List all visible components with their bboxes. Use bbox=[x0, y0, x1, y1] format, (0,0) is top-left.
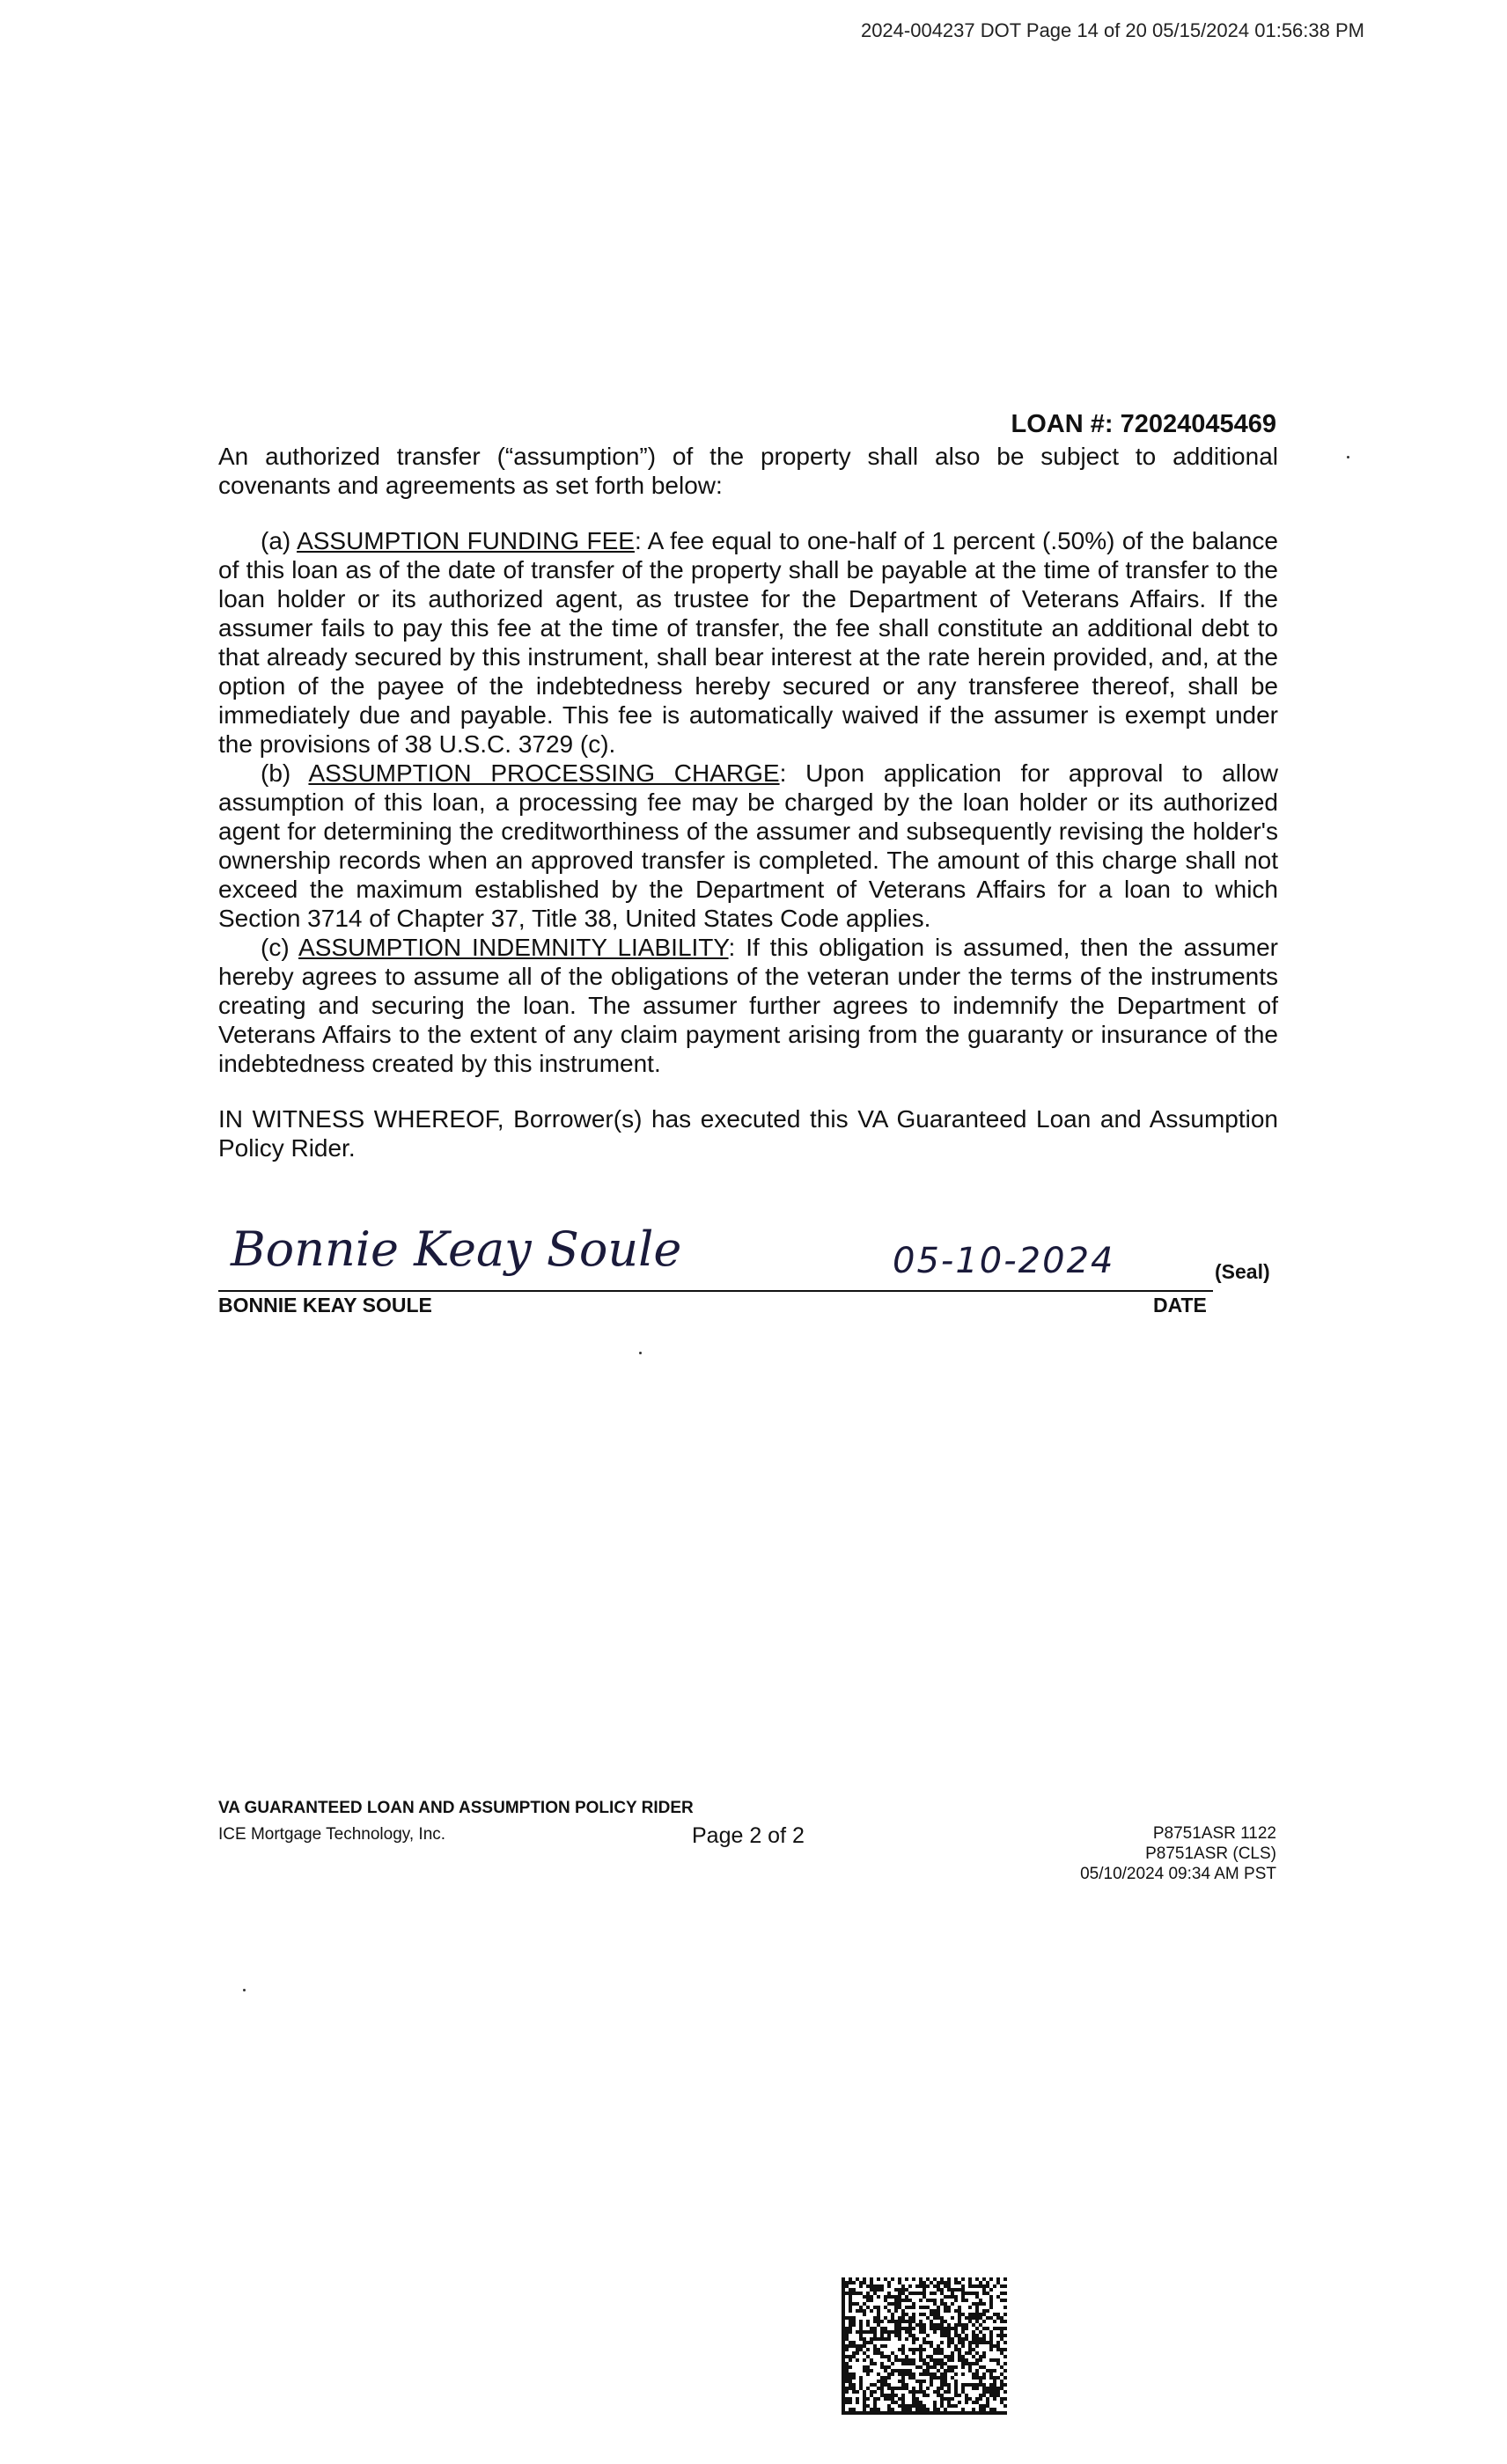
paragraph-c-heading: ASSUMPTION INDEMNITY LIABILITY bbox=[298, 934, 729, 961]
scan-speck bbox=[639, 1352, 642, 1354]
form-title: VA GUARANTEED LOAN AND ASSUMPTION POLICY RIDER bbox=[218, 1799, 694, 1817]
scan-speck bbox=[243, 1989, 246, 1991]
form-code: P8751ASR 1122 bbox=[1152, 1824, 1276, 1843]
paragraph-c-prefix: (c) bbox=[261, 934, 299, 961]
company-name: ICE Mortgage Technology, Inc. bbox=[218, 1825, 446, 1844]
witness-paragraph: IN WITNESS WHEREOF, Borrower(s) has executed this VA Guaranteed Loan and Assumption Policy Rider. bbox=[218, 1105, 1278, 1162]
paragraph-c-text: : If this obligation is assumed, then the assumer hereby agrees to assume all of the obligations of the veteran under the terms of the instruments creating and securing the loan. The assumer further agrees to indemnify the Department of Veterans Affairs to the extent of any claim payment arising from the guaranty or insurance of the indebtedness created by this instrument. bbox=[218, 934, 1278, 1077]
scan-speck bbox=[1347, 456, 1349, 458]
barcode-icon bbox=[842, 2277, 1007, 2415]
signature-line bbox=[218, 1290, 1213, 1292]
paragraph-b bbox=[218, 759, 1278, 933]
intro-paragraph: An authorized transfer (“assumption”) of the property shall also be subject to additional covenants and agreements as set forth below: bbox=[218, 443, 1278, 499]
recording-stamp: 2024-004237 DOT Page 14 of 20 05/15/2024 01:56:38 PM bbox=[860, 19, 1364, 41]
generated-timestamp: 05/10/2024 09:34 AM PST bbox=[1080, 1865, 1276, 1883]
paragraph-c bbox=[218, 933, 1278, 1078]
paragraph-b-heading: ASSUMPTION PROCESSING CHARGE bbox=[308, 759, 780, 787]
handwritten-date: 05-10-2024 bbox=[893, 1241, 1115, 1281]
loan-number: LOAN #: 72024045469 bbox=[1011, 410, 1276, 438]
borrower-name: BONNIE KEAY SOULE bbox=[218, 1294, 432, 1316]
date-label: DATE bbox=[1153, 1294, 1207, 1316]
seal-label: (Seal) bbox=[1215, 1260, 1270, 1283]
form-code-cls: P8751ASR (CLS) bbox=[1145, 1844, 1276, 1863]
page-number: Page 2 of 2 bbox=[692, 1823, 805, 1848]
paragraph-a bbox=[218, 526, 1278, 759]
rider-body bbox=[218, 442, 1278, 1162]
paragraph-a-prefix: (a) bbox=[261, 527, 298, 554]
form-codes bbox=[1080, 1823, 1276, 1884]
handwritten-signature: Bonnie Keay Soule bbox=[231, 1221, 682, 1277]
paragraph-b-text: : Upon application for approval to allow assumption of this loan, a processing fee may be charged by the loan holder or its authorized agent for determining the creditworthiness of the assumer and subsequently revising the holder's ownership records when an approved transfer is completed. The amount of this charge shall not exceed the maximum established by the Department of Veterans Affairs for a loan to which Section 3714 of Chapter 37, Title 38, United States Code applies. bbox=[218, 759, 1278, 932]
paragraph-b-prefix: (b) bbox=[261, 759, 309, 787]
paragraph-a-heading: ASSUMPTION FUNDING FEE bbox=[297, 527, 635, 554]
paragraph-a-text: : A fee equal to one-half of 1 percent (.50%) of the balance of this loan as of the date of transfer of the property shall be payable at the time of transfer to the loan holder or its authorized agent, as trustee for the Department of Veterans Affairs. If the assumer fails to pay this fee at the time of transfer, the fee shall constitute an additional debt to that already secured by this instrument, shall bear interest at the rate herein provided, and, at the option of the payee of the indebtedness hereby secured or any transferee thereof, shall be immediately due and payable. This fee is automatically waived if the assumer is exempt under the provisions of 38 U.S.C. 3729 (c). bbox=[218, 527, 1278, 758]
